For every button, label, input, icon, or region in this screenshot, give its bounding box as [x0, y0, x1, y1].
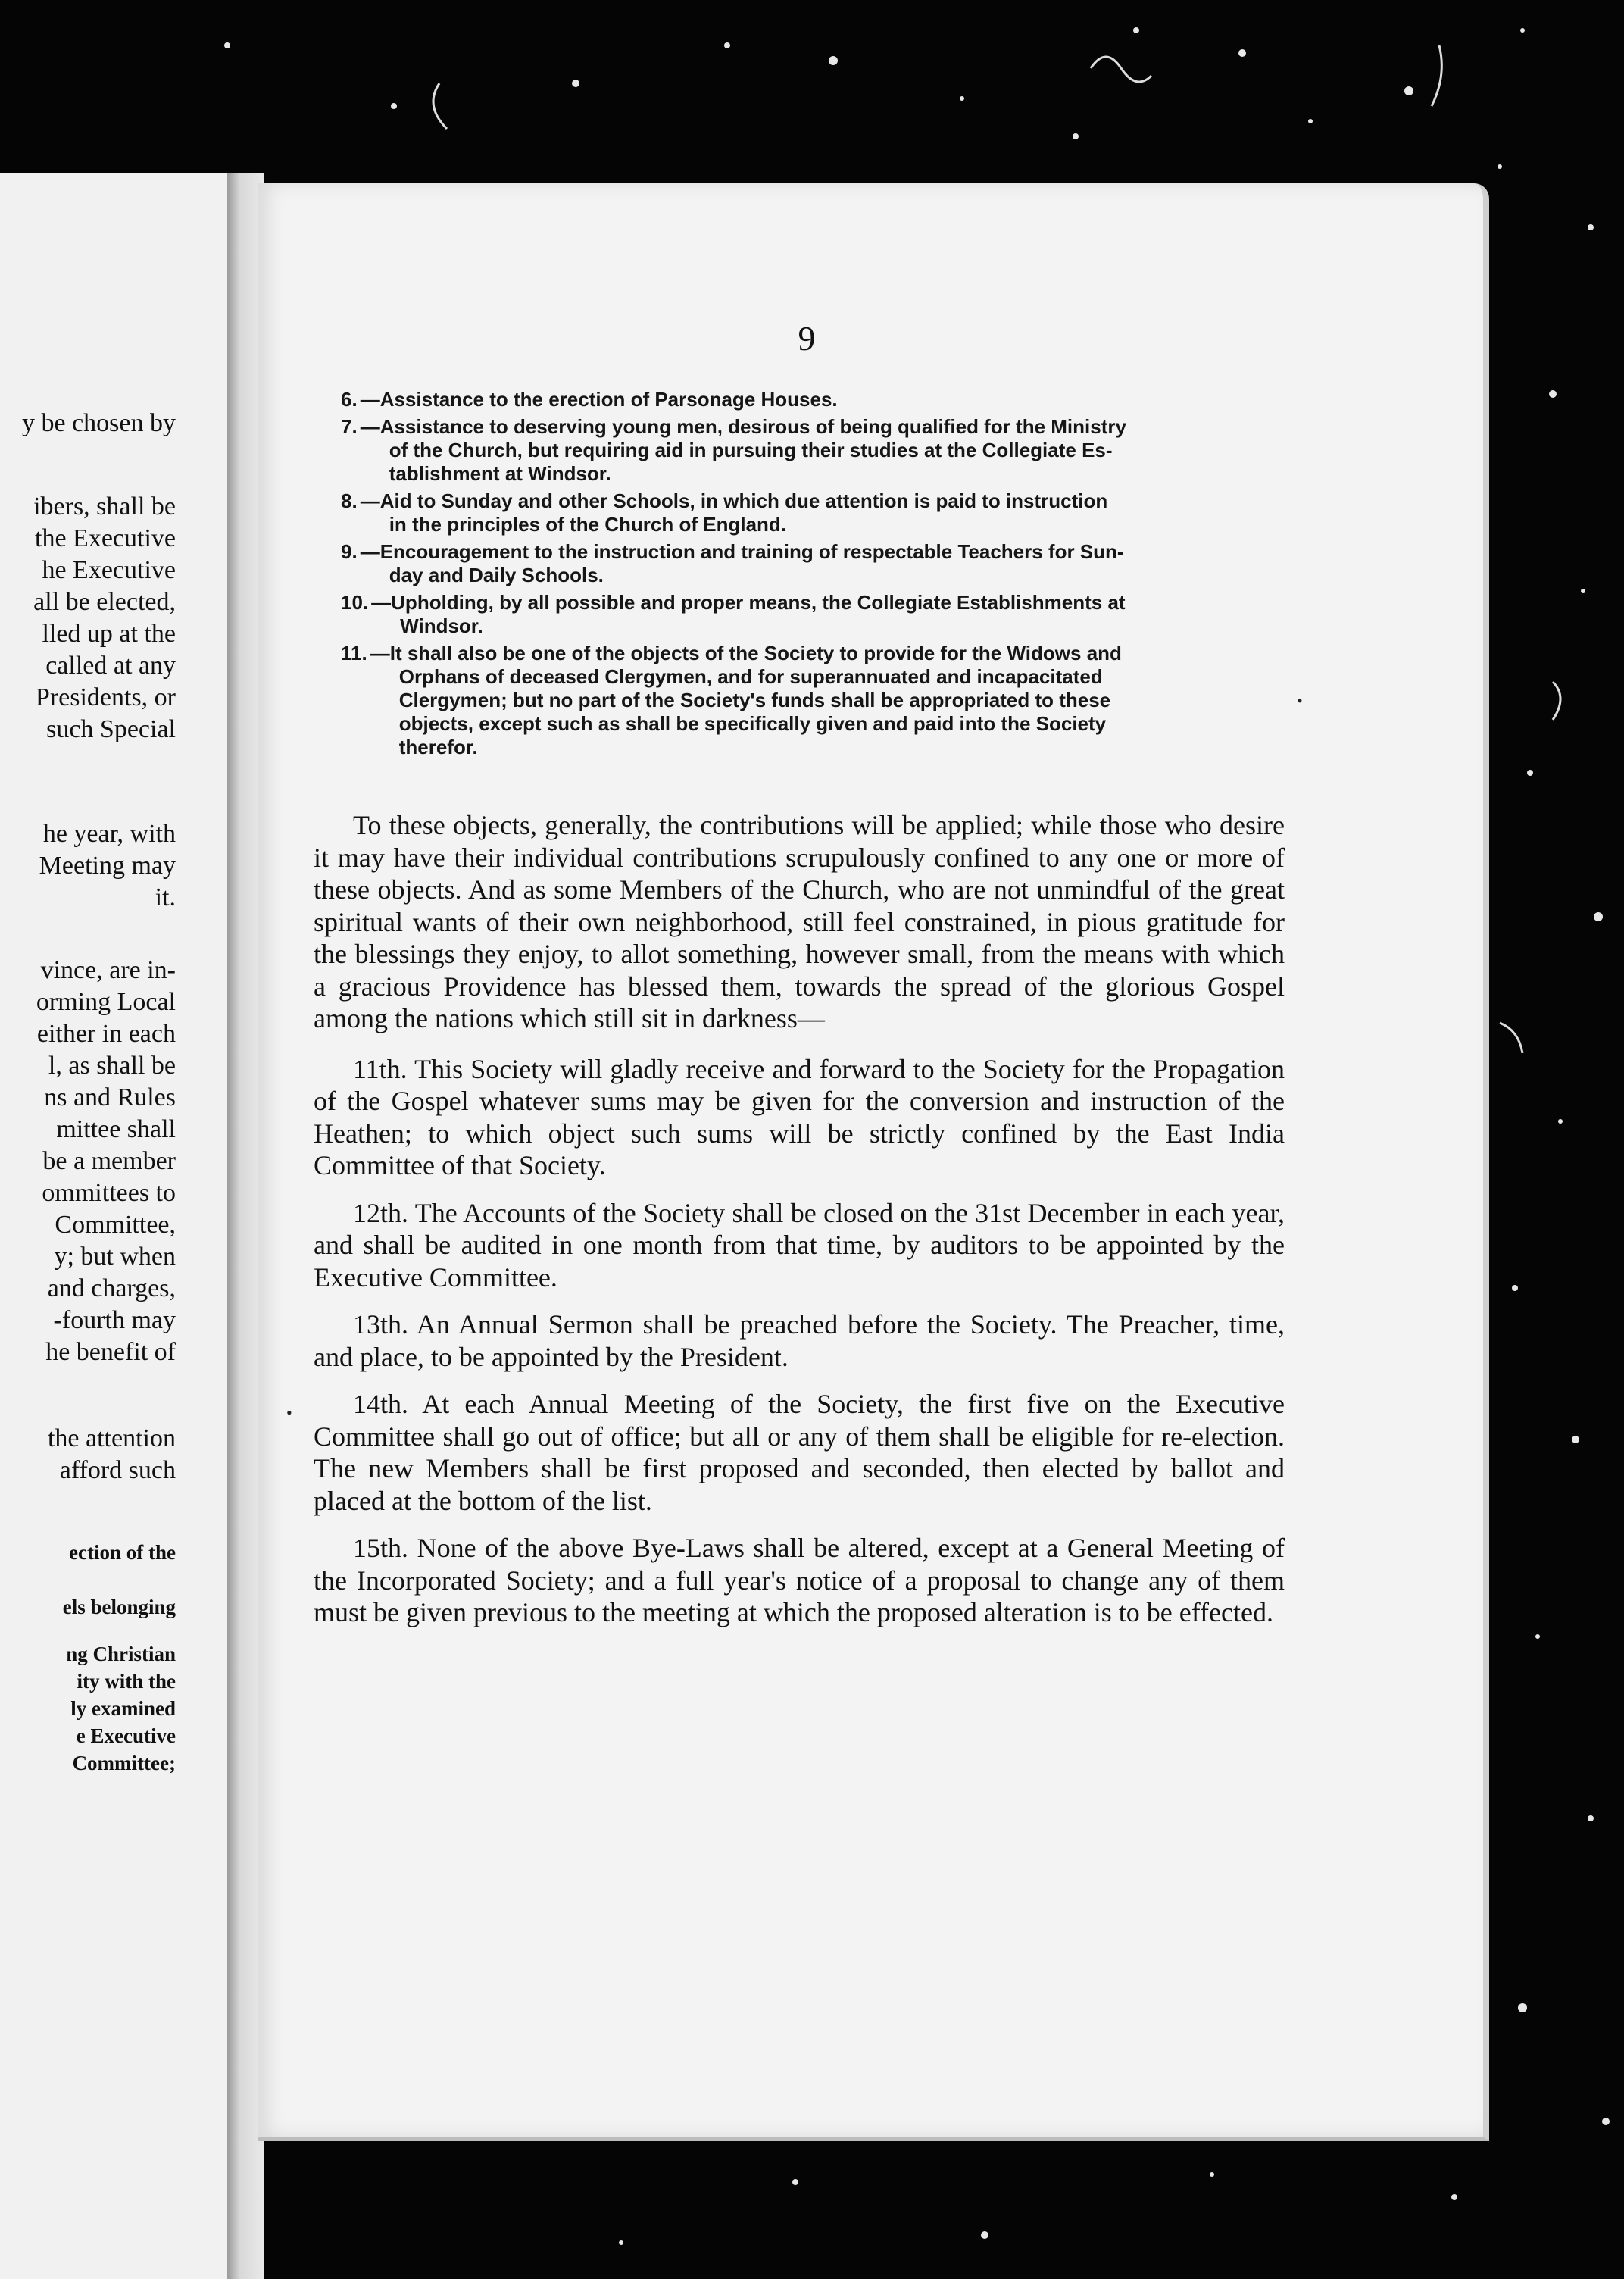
facing-page-line: Meeting may [39, 852, 176, 880]
item-line: Windsor. [400, 614, 483, 637]
facing-page-line: be a member [42, 1147, 176, 1175]
objects-list [341, 388, 1288, 759]
facing-page-line: he Executive [42, 556, 176, 584]
bye-law-14: 14th. At each Annual Meeting of the Society, the first five on the Executive Committee shall go out of office; but all or any of them shall be eligible for re-election. The new Members shall be first proposed and seconded, then elected by ballot and placed at the bottom of the list. [314, 1389, 1285, 1516]
facing-page-line: e Executive [76, 1724, 176, 1747]
bye-law-13: 13th. An Annual Sermon shall be preached before the Society. The Preacher, time, and place, to be appointed by the President. [314, 1309, 1285, 1372]
facing-page-line: Committee, [55, 1211, 176, 1239]
item-line: objects, except such as shall be specifically given and paid into the Society [398, 712, 1107, 735]
bye-laws-body [314, 809, 1285, 1629]
margin-mark: • [1297, 691, 1303, 710]
facing-page-line: vince, are in- [40, 956, 176, 984]
facing-page-fragment [0, 173, 227, 2279]
facing-page-line: ns and Rules [44, 1083, 176, 1111]
bye-law-15: 15th. None of the above Bye-Laws shall be altered, except at a General Meeting of the Incorporated Society; and a full year's notice of a proposal to change any of them must be given previous to the meeting at which the proposed alteration is to be effected. [314, 1533, 1285, 1627]
facing-page-line: called at any [45, 652, 176, 680]
item-text [367, 642, 1122, 759]
item-text [368, 591, 1125, 638]
page-number: 9 [798, 319, 816, 358]
item-line: —Encouragement to the instruction and training of respectable Teachers for Sun- [360, 540, 1124, 563]
item-number: 7. [341, 415, 358, 438]
item-line: —Aid to Sunday and other Schools, in which due attention is paid to instruction [360, 489, 1108, 512]
item-text [358, 540, 1124, 587]
list-item [341, 591, 1288, 638]
facing-page-line: it. [155, 883, 176, 911]
item-line: day and Daily Schools. [389, 564, 604, 586]
facing-page-line: and charges, [47, 1274, 176, 1302]
list-item [341, 642, 1288, 759]
item-line: in the principles of the Church of England. [389, 513, 787, 536]
item-line: Orphans of deceased Clergymen, and for superannuated and incapacitated [398, 665, 1103, 688]
facing-page-line: afford such [59, 1456, 176, 1484]
facing-page-line: l, as shall be [48, 1052, 176, 1080]
facing-page-line: either in each [36, 1020, 176, 1048]
facing-page-line: Presidents, or [35, 683, 176, 711]
item-number: 10. [341, 591, 369, 614]
objects-paragraph: To these objects, generally, the contributions will be applied; while those who desire it may have their individual contributions scrupulously confined to any one or more of these objects. And as some Members of the Church, who are not unmindful of the great spiritual wants of their own neighborhood, still feel constrained, in pious gratitude for the blessings they enjoy, to allot something, however small, from the means with which a gracious Providence has blessed them, towards the spread of the glorious Gospel among the nations which still sit in darkness— [314, 810, 1285, 1033]
facing-page-line: ommittees to [42, 1179, 176, 1207]
item-line: therefor. [398, 736, 478, 758]
item-line: —It shall also be one of the objects of the Society to provide for the Widows and [370, 642, 1122, 664]
facing-page-line: he year, with [42, 820, 176, 848]
facing-page-line: such Special [46, 715, 176, 743]
list-item [341, 540, 1288, 587]
item-text [358, 415, 1126, 486]
facing-page-line: the Executive [35, 524, 176, 552]
facing-page-line: y be chosen by [21, 409, 176, 437]
bye-law-11: 11th. This Society will gladly receive and forward to the Society for the Propagation of the Gospel whatever sums may be given for the conversion and instruction of the Heathen; to which object such sums will be strictly confined by the East India Committee of that Society. [314, 1053, 1285, 1180]
list-item [341, 415, 1288, 486]
list-item [341, 388, 1288, 411]
facing-page-line: the attention [47, 1424, 176, 1452]
facing-page-line: lled up at the [42, 620, 176, 648]
item-line: tablishment at Windsor. [389, 462, 611, 485]
facing-page-line: ection of the [69, 1541, 176, 1564]
facing-page-line: he benefit of [45, 1338, 176, 1366]
item-text [358, 489, 1108, 536]
item-text [358, 388, 838, 411]
item-line: Clergymen; but no part of the Society's funds shall be appropriated to these [398, 689, 1111, 711]
item-number: 9. [341, 540, 358, 563]
item-line: of the Church, but requiring aid in pursuing their studies at the Collegiate Es- [389, 439, 1113, 461]
facing-page-line: Committee; [72, 1752, 176, 1774]
list-item [341, 489, 1288, 536]
item-number: 11. [341, 642, 367, 664]
facing-page-line: y; but when [54, 1243, 176, 1271]
facing-page-line: ly examined [70, 1697, 176, 1720]
facing-page-line: orming Local [36, 988, 176, 1016]
item-line: —Assistance to deserving young men, desirous of being qualified for the Ministry [360, 415, 1126, 438]
item-line: —Assistance to the erection of Parsonage Houses. [360, 388, 838, 411]
facing-page-line: els belonging [62, 1596, 176, 1618]
facing-page-line: mittee shall [56, 1115, 176, 1143]
bye-law-12: 12th. The Accounts of the Society shall be closed on the 31st December in each year, and shall be audited in one month from that time, by auditors to be appointed by the Executive Committee. [314, 1197, 1285, 1293]
margin-mark: • [286, 1403, 292, 1422]
facing-page-line: ibers, shall be [33, 492, 176, 521]
item-number: 6. [341, 388, 358, 411]
facing-page-line: ng Christian [66, 1643, 176, 1665]
item-line: —Upholding, by all possible and proper means, the Collegiate Establishments at [371, 591, 1126, 614]
item-number: 8. [341, 489, 358, 512]
facing-page-line: -fourth may [53, 1306, 176, 1334]
facing-page-line: ity with the [77, 1670, 176, 1693]
facing-page-line: all be elected, [33, 588, 176, 616]
